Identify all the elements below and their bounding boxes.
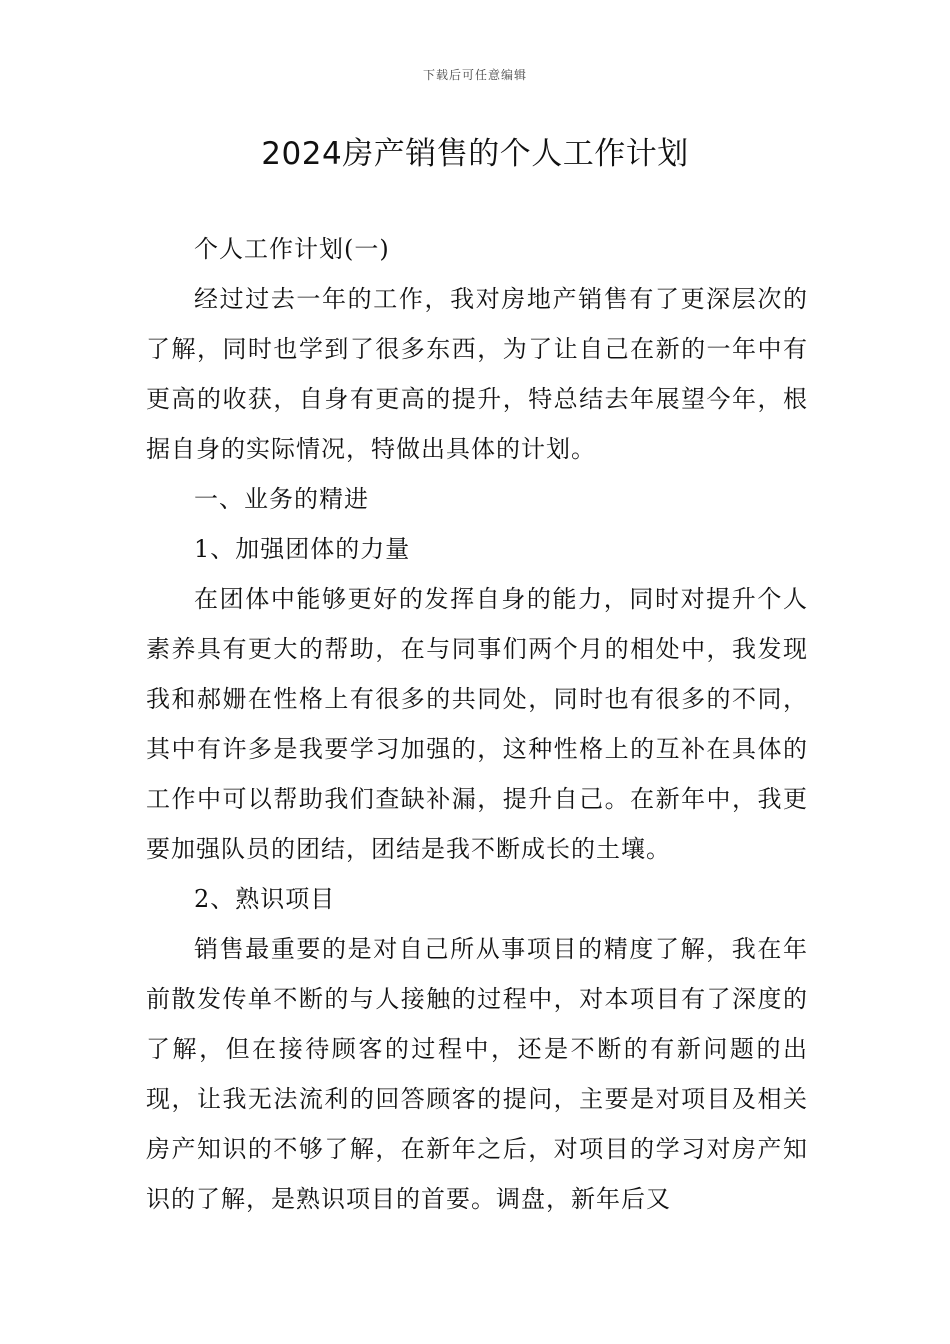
header-note: 下载后可任意编辑 — [422, 68, 527, 82]
document-body — [146, 224, 808, 1224]
paragraph-team-body: 在团体中能够更好的发挥自身的能力，同时对提升个人素养具有更大的帮助，在与同事们两个月的相处中，我发现我和郝姗在性格上有很多的共同处，同时也有很多的不同，其中有许多是我要学习加强的，这种性格上的互补在具体的工作中可以帮助我们查缺补漏，提升自己。在新年中，我更要加强队员的团结，团结是我不断成长的土壤。 — [146, 585, 808, 863]
paragraph-project-body: 销售最重要的是对自己所从事项目的精度了解，我在年前散发传单不断的与人接触的过程中，对本项目有了深度的了解，但在接待顾客的过程中，还是不断的有新问题的出现，让我无法流利的回答顾客的提问，主要是对项目及相关房产知识的不够了解，在新年之后，对项目的学习对房产知识的了解，是熟识项目的首要。调盘，新年后又 — [146, 935, 808, 1213]
document-title: 2024房产销售的个人工作计划 — [261, 136, 689, 172]
paragraph-intro: 经过过去一年的工作，我对房地产销售有了更深层次的了解，同时也学到了很多东西，为了让自己在新的一年中有更高的收获，自身有更高的提升，特总结去年展望今年，根据自身的实际情况，特做出具体的计划。 — [146, 285, 808, 463]
paragraph-section-heading: 个人工作计划(一) — [194, 235, 390, 263]
paragraph-subheading-project: 2、熟识项目 — [194, 885, 336, 913]
paragraph-heading-business: 一、业务的精进 — [194, 485, 369, 513]
paragraph-subheading-team: 1、加强团体的力量 — [194, 535, 411, 563]
